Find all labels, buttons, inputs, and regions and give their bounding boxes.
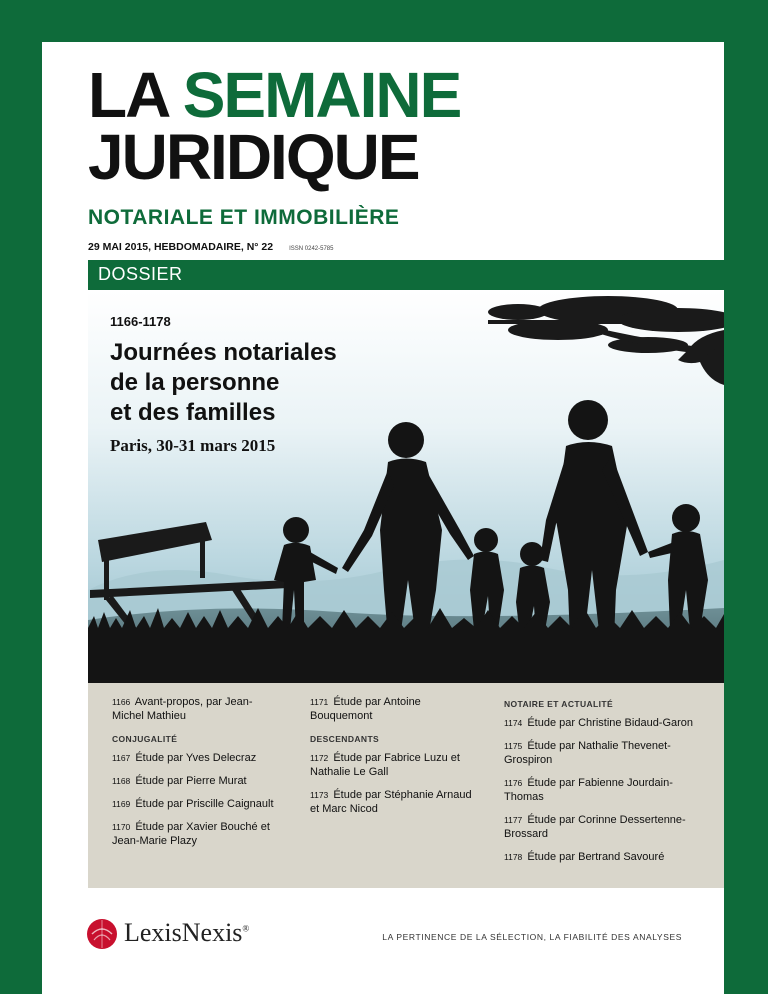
toc-entry-1166 bbox=[112, 695, 282, 723]
cover-photo bbox=[88, 290, 724, 683]
entry-title: Étude par Yves Delecraz bbox=[135, 752, 257, 764]
dossier-range: 1166-1178 bbox=[110, 314, 171, 329]
entry-title: Étude par Xavier Bouché et Jean-Marie Plazy bbox=[112, 821, 270, 847]
masthead bbox=[88, 59, 461, 193]
toc-entry-1177 bbox=[504, 813, 694, 841]
headline-line-3: et des familles bbox=[110, 399, 276, 426]
event-place-date: Paris, 30-31 mars 2015 bbox=[110, 436, 276, 455]
entry-title: Étude par Corinne Dessertenne-Brossard bbox=[504, 814, 686, 840]
issue-dateline bbox=[88, 241, 333, 253]
entry-title: Étude par Christine Bidaud-Garon bbox=[527, 717, 694, 729]
publisher-tagline: LA PERTINENCE DE LA SÉLECTION, LA FIABILITÉ DES ANALYSES bbox=[382, 932, 682, 942]
toc-section-notaire-actualite: NOTAIRE ET ACTUALITÉ bbox=[504, 699, 614, 709]
toc-entry-1174 bbox=[504, 716, 694, 730]
entry-title: Étude par Bertrand Savouré bbox=[527, 851, 665, 863]
entry-title: Étude par Priscille Caignault bbox=[135, 798, 274, 810]
entry-number: 1174 bbox=[504, 718, 523, 728]
entry-title: Étude par Stéphanie Arnaud et Marc Nicod bbox=[310, 789, 472, 815]
toc-section-descendants: DESCENDANTS bbox=[310, 734, 380, 744]
issue-date: 29 MAI 2015, HEBDOMADAIRE, N° 22 bbox=[88, 241, 274, 253]
publication-subtitle: NOTARIALE ET IMMOBILIÈRE bbox=[88, 206, 400, 229]
section-banner bbox=[88, 260, 724, 290]
publisher-name: LexisNexis bbox=[124, 918, 243, 947]
toc-entry-1168 bbox=[112, 774, 282, 788]
entry-number: 1175 bbox=[504, 741, 523, 751]
toc-entry-1167 bbox=[112, 751, 282, 765]
toc-column-1 bbox=[112, 695, 282, 857]
table-of-contents bbox=[88, 683, 724, 888]
headline-line-2: de la personne bbox=[110, 369, 280, 396]
entry-number: 1178 bbox=[504, 852, 523, 862]
section-label: DOSSIER bbox=[98, 264, 183, 284]
masthead-la: LA bbox=[88, 59, 167, 131]
toc-entry-1172 bbox=[310, 751, 480, 779]
publisher-logo bbox=[124, 918, 249, 948]
entry-number: 1173 bbox=[310, 790, 329, 800]
entry-title: Étude par Nathalie Thevenet-Grospiron bbox=[504, 740, 671, 766]
entry-title: Étude par Pierre Murat bbox=[135, 775, 247, 787]
entry-title: Avant-propos, par Jean-Michel Mathieu bbox=[112, 696, 253, 722]
entry-number: 1176 bbox=[504, 778, 523, 788]
entry-number: 1171 bbox=[310, 697, 329, 707]
dossier-headline bbox=[110, 338, 450, 428]
masthead-semaine: SEMAINE bbox=[182, 59, 461, 131]
entry-number: 1177 bbox=[504, 815, 523, 825]
toc-entry-1169 bbox=[112, 797, 282, 811]
cover-footer bbox=[42, 888, 724, 994]
entry-number: 1168 bbox=[112, 776, 131, 786]
entry-number: 1169 bbox=[112, 799, 131, 809]
toc-column-2 bbox=[310, 695, 480, 825]
entry-number: 1172 bbox=[310, 753, 329, 763]
toc-entry-1170 bbox=[112, 820, 282, 848]
entry-title: Étude par Antoine Bouquemont bbox=[310, 696, 421, 722]
lexisnexis-logo-icon bbox=[86, 918, 118, 950]
toc-column-3 bbox=[504, 695, 694, 873]
toc-entry-1173 bbox=[310, 788, 480, 816]
toc-entry-1178 bbox=[504, 850, 694, 864]
toc-entry-1171 bbox=[310, 695, 480, 723]
entry-number: 1166 bbox=[112, 697, 131, 707]
entry-number: 1167 bbox=[112, 753, 131, 763]
entry-title: Étude par Fabrice Luzu et Nathalie Le Gall bbox=[310, 752, 460, 778]
toc-section-conjugalite: CONJUGALITÉ bbox=[112, 734, 178, 744]
headline-line-1: Journées notariales bbox=[110, 339, 337, 366]
cover-page bbox=[42, 42, 724, 994]
toc-entry-1176 bbox=[504, 776, 694, 804]
entry-number: 1170 bbox=[112, 822, 131, 832]
entry-title: Étude par Fabienne Jourdain-Thomas bbox=[504, 777, 673, 803]
issn: ISSN 0242-5785 bbox=[289, 246, 334, 252]
registered-mark: ® bbox=[242, 923, 250, 934]
masthead-juridique: JURIDIQUE bbox=[88, 121, 419, 193]
toc-entry-1175 bbox=[504, 739, 694, 767]
